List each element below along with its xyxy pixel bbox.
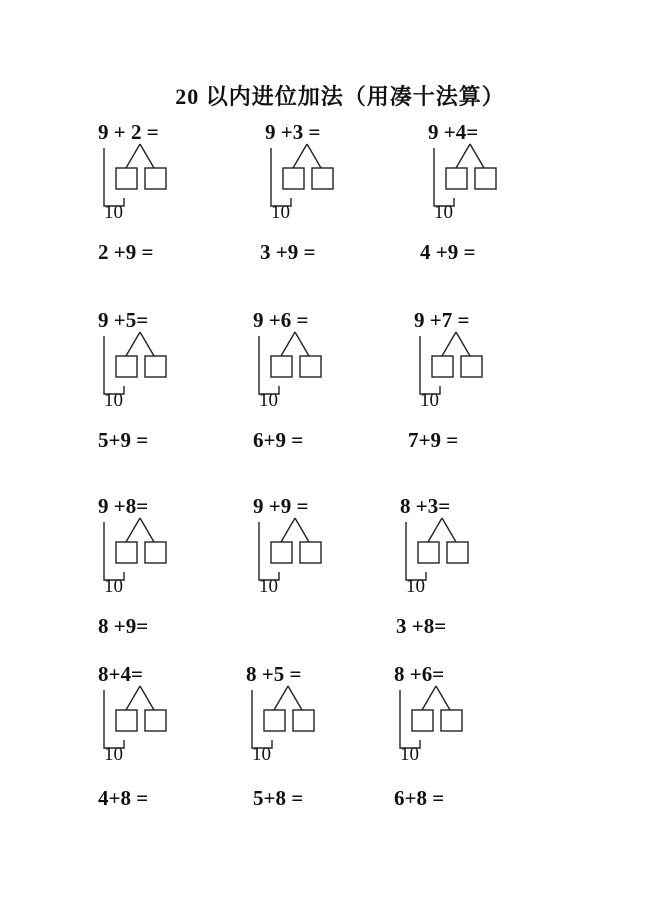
- answer-box-left[interactable]: [116, 542, 137, 563]
- ten-bracket-line: [434, 148, 454, 206]
- problem-5: [253, 308, 383, 418]
- equation: 9 +3 =: [265, 120, 321, 144]
- equation: 9 +9 =: [253, 494, 309, 518]
- answer-box-right[interactable]: [293, 710, 314, 731]
- split-line-right: [140, 518, 154, 542]
- reverse-equation: 7+9 =: [408, 428, 459, 452]
- equation: 9 + 2 =: [98, 120, 159, 144]
- ten-bracket-line: [259, 336, 279, 394]
- ten-bracket-line: [104, 148, 124, 206]
- answer-box-right[interactable]: [300, 542, 321, 563]
- answer-box-right[interactable]: [145, 356, 166, 377]
- ten-bracket-line: [406, 522, 426, 580]
- split-line-right: [307, 144, 321, 168]
- ten-label: 10: [420, 390, 439, 411]
- answer-box-right[interactable]: [461, 356, 482, 377]
- split-line-right: [140, 332, 154, 356]
- problem-11: [246, 662, 376, 772]
- equation: 9 +5=: [98, 308, 149, 332]
- problem-7: [98, 494, 228, 604]
- ten-label: 10: [434, 202, 453, 223]
- answer-box-right[interactable]: [145, 542, 166, 563]
- reverse-equation: 4 +9 =: [420, 240, 476, 264]
- reverse-equation: 3 +8=: [396, 614, 447, 638]
- split-line-right: [436, 686, 450, 710]
- answer-box-right[interactable]: [475, 168, 496, 189]
- problem-10: [98, 662, 228, 772]
- split-line-right: [288, 686, 302, 710]
- split-line-right: [140, 144, 154, 168]
- reverse-equation: 2 +9 =: [98, 240, 154, 264]
- answer-box-left[interactable]: [264, 710, 285, 731]
- answer-box-right[interactable]: [145, 168, 166, 189]
- answer-box-left[interactable]: [432, 356, 453, 377]
- ten-label: 10: [104, 202, 123, 223]
- answer-box-left[interactable]: [271, 356, 292, 377]
- answer-box-right[interactable]: [300, 356, 321, 377]
- equation: 8 +3=: [400, 494, 451, 518]
- ten-bracket-line: [104, 336, 124, 394]
- ten-bracket-line: [104, 690, 124, 748]
- problem-1: [98, 120, 228, 230]
- ten-label: 10: [400, 744, 419, 765]
- problem-2: [265, 120, 395, 230]
- split-line-left: [281, 518, 295, 542]
- split-line-right: [295, 332, 309, 356]
- ten-label: 10: [259, 390, 278, 411]
- split-line-left: [422, 686, 436, 710]
- equation: 9 +4=: [428, 120, 479, 144]
- ten-label: 10: [259, 576, 278, 597]
- answer-box-right[interactable]: [145, 710, 166, 731]
- equation: 9 +6 =: [253, 308, 309, 332]
- answer-box-left[interactable]: [116, 710, 137, 731]
- equation: 8 +5 =: [246, 662, 302, 686]
- split-line-left: [126, 518, 140, 542]
- reverse-equation: 4+8 =: [98, 786, 149, 810]
- reverse-equation: 6+9 =: [253, 428, 304, 452]
- problem-9: [400, 494, 530, 604]
- answer-box-left[interactable]: [271, 542, 292, 563]
- problem-4: [98, 308, 228, 418]
- split-line-left: [428, 518, 442, 542]
- equation: 8+4=: [98, 662, 143, 686]
- split-line-left: [126, 332, 140, 356]
- ten-bracket-line: [271, 148, 291, 206]
- ten-bracket-line: [252, 690, 272, 748]
- problem-6: [414, 308, 544, 418]
- split-line-left: [126, 144, 140, 168]
- ten-bracket-line: [259, 522, 279, 580]
- answer-box-left[interactable]: [283, 168, 304, 189]
- split-line-left: [274, 686, 288, 710]
- ten-label: 10: [104, 390, 123, 411]
- equation: 8 +6=: [394, 662, 445, 686]
- split-line-left: [281, 332, 295, 356]
- split-line-right: [470, 144, 484, 168]
- split-line-left: [442, 332, 456, 356]
- equation: 9 +7 =: [414, 308, 470, 332]
- problem-3: [428, 120, 558, 230]
- ten-bracket-line: [104, 522, 124, 580]
- ten-label: 10: [252, 744, 271, 765]
- reverse-equation: 8 +9=: [98, 614, 149, 638]
- answer-box-right[interactable]: [312, 168, 333, 189]
- answer-box-right[interactable]: [447, 542, 468, 563]
- problem-12: [394, 662, 524, 772]
- answer-box-left[interactable]: [418, 542, 439, 563]
- split-line-left: [456, 144, 470, 168]
- split-line-left: [293, 144, 307, 168]
- reverse-equation: 5+8 =: [253, 786, 304, 810]
- ten-label: 10: [271, 202, 290, 223]
- split-line-right: [442, 518, 456, 542]
- answer-box-right[interactable]: [441, 710, 462, 731]
- reverse-equation: 5+9 =: [98, 428, 149, 452]
- answer-box-left[interactable]: [116, 356, 137, 377]
- answer-box-left[interactable]: [412, 710, 433, 731]
- ten-label: 10: [406, 576, 425, 597]
- split-line-right: [295, 518, 309, 542]
- ten-bracket-line: [400, 690, 420, 748]
- reverse-equation: 3 +9 =: [260, 240, 316, 264]
- ten-label: 10: [104, 576, 123, 597]
- ten-label: 10: [104, 744, 123, 765]
- split-line-left: [126, 686, 140, 710]
- answer-box-left[interactable]: [116, 168, 137, 189]
- answer-box-left[interactable]: [446, 168, 467, 189]
- reverse-equation: 6+8 =: [394, 786, 445, 810]
- split-line-right: [140, 686, 154, 710]
- problem-8: [253, 494, 383, 604]
- split-line-right: [456, 332, 470, 356]
- ten-bracket-line: [420, 336, 440, 394]
- worksheet-title: 20 以内进位加法（用凑十法算）: [175, 84, 505, 109]
- equation: 9 +8=: [98, 494, 149, 518]
